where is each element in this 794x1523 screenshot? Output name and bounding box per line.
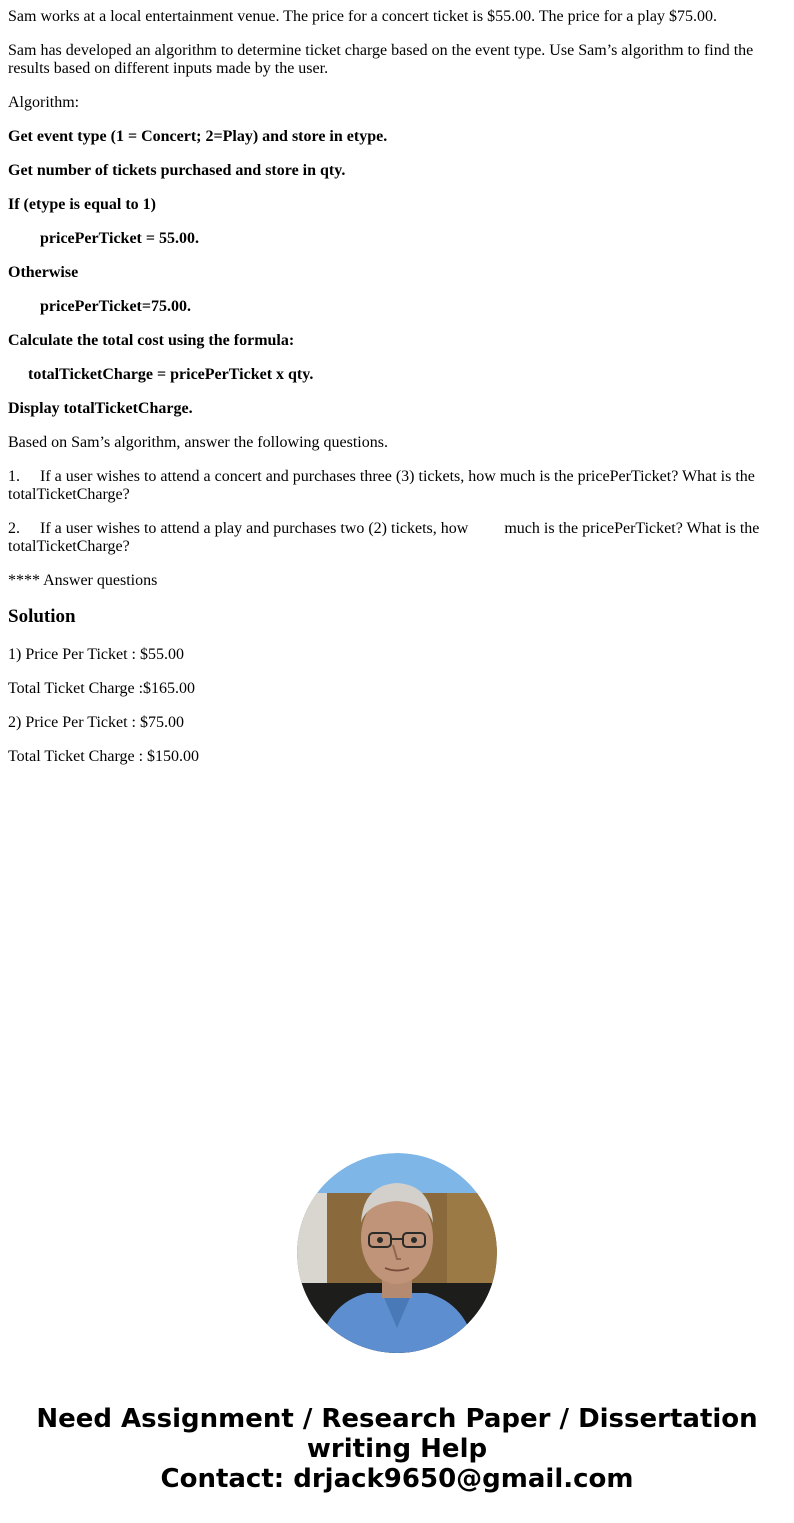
algorithm-step-price-concert: pricePerTicket = 55.00. [40,230,199,247]
answer-2-price: 2) Price Per Ticket : $75.00 [8,714,184,731]
algorithm-step-calculate: Calculate the total cost using the formula: [8,332,295,349]
question-text-part-a: If a user wishes to attend a play and purchases two (2) tickets, how [40,520,469,537]
ad-contact-line: Contact: drjack9650@gmail.com [160,1464,634,1494]
algorithm-step-price-play: pricePerTicket=75.00. [40,298,191,315]
ad-line-1: Need Assignment / Research Paper / Dissertation [36,1404,758,1434]
avatar-portrait-image [297,1153,497,1353]
answer-1-total: Total Ticket Charge :$165.00 [8,680,196,697]
questions-intro: Based on Sam’s algorithm, answer the following questions. [8,434,388,451]
algorithm-step-formula: totalTicketCharge = pricePerTicket x qty. [28,366,314,383]
question-2 [8,520,786,556]
question-number: 2. [8,520,20,537]
question-1 [8,468,786,504]
description-paragraph: Sam has developed an algorithm to determine ticket charge based on the event type. Use Sam’s algorithm to find the results based on different inputs made by the user. [8,42,754,77]
answer-note: **** Answer questions [8,572,158,589]
ad-line-2: writing Help [306,1434,488,1464]
algorithm-step-get-event: Get event type (1 = Concert; 2=Play) and store in etype. [8,128,388,145]
answer-2-total: Total Ticket Charge : $150.00 [8,748,200,765]
algorithm-step-if: If (etype is equal to 1) [8,196,156,213]
algorithm-step-display: Display totalTicketCharge. [8,400,193,417]
algorithm-step-get-qty: Get number of tickets purchased and store in qty. [8,162,346,179]
answer-1-price: 1) Price Per Ticket : $55.00 [8,646,184,663]
algorithm-label: Algorithm: [8,94,80,111]
algorithm-step-otherwise: Otherwise [8,264,79,281]
question-number: 1. [8,468,20,485]
document-body [8,8,786,782]
author-avatar [297,1153,497,1353]
intro-paragraph: Sam works at a local entertainment venue. The price for a concert ticket is $55.00. The price for a play $75.00. [8,8,717,25]
solution-heading: Solution [8,606,76,627]
question-text: If a user wishes to attend a concert and purchases three (3) tickets, how much is the pricePerTicket? What is the totalTicketCharge? [8,468,755,503]
contact-advertisement [0,1404,794,1494]
question-text-part-b: much is the pricePerTicket? What is the totalTicketCharge? [8,520,760,555]
